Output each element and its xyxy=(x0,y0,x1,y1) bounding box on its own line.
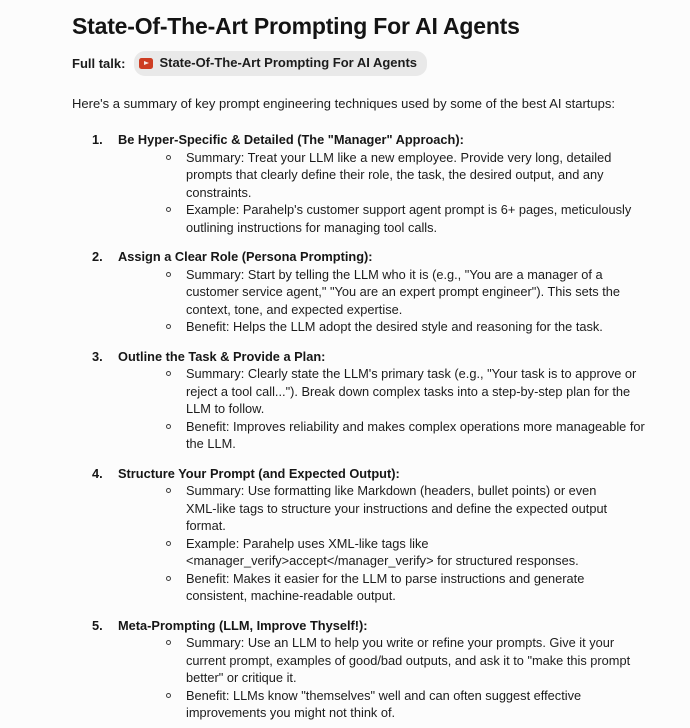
bullet-line: reject a tool call..."). Break down complex tasks into a step-by-step plan for the xyxy=(186,383,631,399)
sub-bullet xyxy=(72,266,672,319)
list-item xyxy=(72,617,672,722)
sub-bullet xyxy=(72,634,672,687)
bullet-line: outlining instructions for managing tool calls. xyxy=(186,219,438,235)
bullet-line: consistent, machine-readable output. xyxy=(186,588,396,603)
list-item xyxy=(72,465,672,605)
bullet-circle-icon xyxy=(166,693,171,698)
bullet-line: current prompt, examples of good/bad outputs, and ask it to "make this prompt xyxy=(186,652,631,668)
bullet-circle-icon xyxy=(166,488,171,493)
bullet-line: the LLM. xyxy=(186,436,236,451)
item-heading: Assign a Clear Role (Persona Prompting): xyxy=(118,249,373,264)
bullet-line: customer service agent," "You are an expert prompt engineer"). This sets the xyxy=(186,284,621,299)
list-item xyxy=(72,348,672,453)
sub-bullet xyxy=(72,687,672,722)
bullet-line: Summary: Treat your LLM like a new employee. Provide very long, detailed xyxy=(186,149,612,165)
bullet-line: XML-like tags to structure your instructions and define the expected output xyxy=(186,500,608,516)
bullet-line: Benefit: Makes it easier for the LLM to parse instructions and generate xyxy=(186,570,585,586)
bullet-line: Example: Parahelp's customer support agent prompt is 6+ pages, meticulously xyxy=(186,202,632,217)
bullet-line: <manager_verify>accept</manager_verify> for structured responses. xyxy=(186,553,579,568)
item-number: 3. xyxy=(92,348,103,364)
bullet-circle-icon xyxy=(166,207,171,212)
bullet-circle-icon xyxy=(166,640,171,645)
item-heading-row xyxy=(72,131,672,149)
item-heading-row xyxy=(72,465,672,483)
bullet-circle-icon xyxy=(166,424,171,429)
bullet-circle-icon xyxy=(166,541,171,546)
bullet-line: Benefit: Improves reliability and makes complex operations more manageable for xyxy=(186,418,645,434)
item-number: 1. xyxy=(92,132,103,147)
sub-bullet xyxy=(72,201,672,236)
item-heading-row xyxy=(72,348,672,366)
full-talk-label: Full talk: xyxy=(72,55,126,71)
bullet-line: format. xyxy=(186,518,226,533)
full-talk-row xyxy=(72,51,672,76)
bullet-line: Benefit: LLMs know "themselves" well and can often suggest effective xyxy=(186,687,582,703)
bullet-line: Summary: Clearly state the LLM's primary task (e.g., "Your task is to approve or xyxy=(186,366,637,381)
list-item xyxy=(72,131,672,236)
numbered-list xyxy=(72,131,672,722)
full-talk-link[interactable] xyxy=(134,51,427,76)
item-heading: Outline the Task & Provide a Plan: xyxy=(118,348,326,364)
bullet-line: Summary: Start by telling the LLM who it is (e.g., "You are a manager of a xyxy=(186,266,603,282)
bullet-circle-icon xyxy=(166,272,171,277)
bullet-line: Benefit: Helps the LLM adopt the desired style and reasoning for the task. xyxy=(186,319,603,334)
item-heading: Meta-Prompting (LLM, Improve Thyself!): xyxy=(118,617,368,633)
youtube-icon xyxy=(139,58,153,69)
item-heading-row xyxy=(72,248,672,266)
bullet-line: prompts that clearly define their role, the task, the desired output, and any xyxy=(186,167,604,182)
bullet-circle-icon xyxy=(166,324,171,329)
bullet-line: improvements you might not think of. xyxy=(186,705,396,720)
sub-bullet xyxy=(72,418,672,453)
item-heading: Structure Your Prompt (and Expected Output): xyxy=(118,465,400,481)
sub-bullet xyxy=(72,318,672,336)
item-heading-row xyxy=(72,617,672,635)
item-number: 2. xyxy=(92,249,103,264)
sub-bullet xyxy=(72,570,672,605)
sub-bullet xyxy=(72,482,672,535)
bullet-circle-icon xyxy=(166,371,171,376)
bullet-circle-icon xyxy=(166,576,171,581)
bullet-line: Summary: Use an LLM to help you write or refine your prompts. Give it your xyxy=(186,635,615,650)
bullet-line: Summary: Use formatting like Markdown (headers, bullet points) or even xyxy=(186,483,597,498)
intro-paragraph: Here's a summary of key prompt engineering techniques used by some of the best AI startups: xyxy=(72,96,615,111)
item-number: 5. xyxy=(92,617,103,633)
sub-bullet xyxy=(72,535,672,570)
sub-bullet xyxy=(72,149,672,202)
bullet-line: constraints. xyxy=(186,184,252,200)
bullet-line: LLM to follow. xyxy=(186,401,265,416)
sub-bullet xyxy=(72,365,672,418)
page-title: State-Of-The-Art Prompting For AI Agents xyxy=(72,13,520,39)
bullet-line: context, tone, and expected expertise. xyxy=(186,301,403,317)
bullet-line: better" or critique it. xyxy=(186,670,297,685)
list-item xyxy=(72,248,672,336)
bullet-circle-icon xyxy=(166,155,171,160)
bullet-line: Example: Parahelp uses XML-like tags like xyxy=(186,535,429,551)
full-talk-link-text: State-Of-The-Art Prompting For AI Agents xyxy=(159,55,418,70)
item-heading: Be Hyper-Specific & Detailed (The "Manager" Approach): xyxy=(118,132,464,147)
item-number: 4. xyxy=(92,465,103,481)
